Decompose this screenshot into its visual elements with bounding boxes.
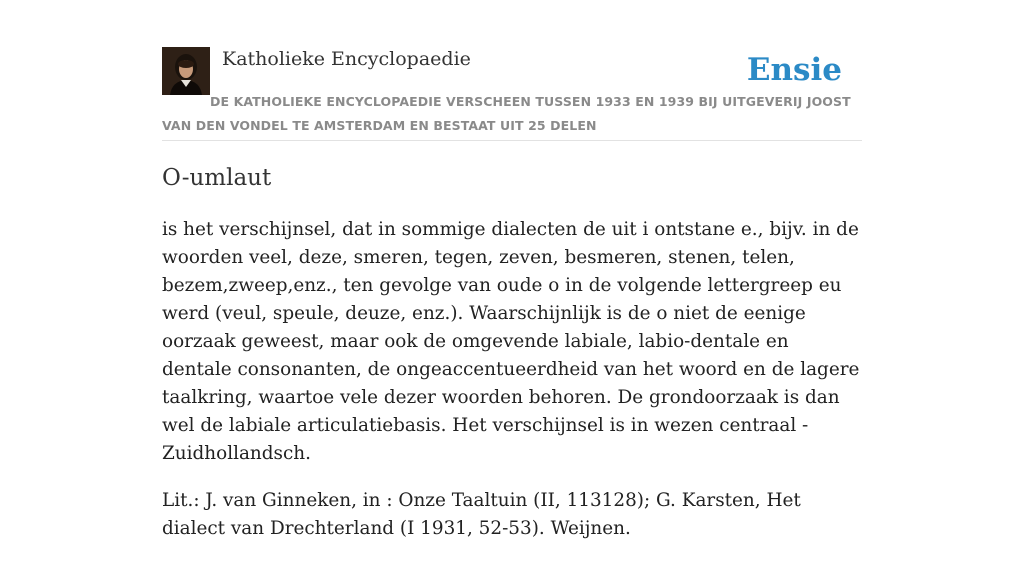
site-title-link[interactable]: Katholieke Encyclopaedie (222, 48, 471, 70)
article-paragraph: is het verschijnsel, dat in sommige dialecten de uit i ontstane e., bijv. in de woorden veel, deze, smeren, tegen, zeven, besmeren, stenen, telen, bezem,zweep,enz., ten gevolge van oude o in de volgende lettergreep eu werd (veul, speule, deuze, enz.). Waarschijnlijk is de o niet de eenige oorzaak geweest, maar ook de omgevende labiale, labio-dentale en dentale consonanten, de ongeaccentueerdheid van het woord en de lagere taalkring, waartoe vele dezer woorden behoren. De grondoorzaak is dan wel de labiale articulatiebasis. Het verschijnsel is in wezen centraal -Zuidhollandsch. (162, 219, 860, 464)
ensie-logo-link[interactable]: Ensie (746, 52, 842, 88)
article-literature: Lit.: J. van Ginneken, in : Onze Taaltuin (II, 113128); G. Karsten, Het dialect van Drechterland (I 1931, 52-53). Weijnen. (162, 490, 801, 539)
article-body (162, 216, 862, 562)
site-header (162, 44, 862, 141)
article-title: O-umlaut (162, 165, 272, 191)
encyclopedia-portrait-avatar[interactable] (162, 47, 210, 95)
portrait-icon (162, 47, 210, 95)
site-tagline: DE KATHOLIEKE ENCYCLOPAEDIE VERSCHEEN TUSSEN 1933 EN 1939 BIJ UITGEVERIJ JOOST VAN DEN VONDEL TE AMSTERDAM EN BESTAAT UIT 25 DELEN (162, 94, 851, 133)
